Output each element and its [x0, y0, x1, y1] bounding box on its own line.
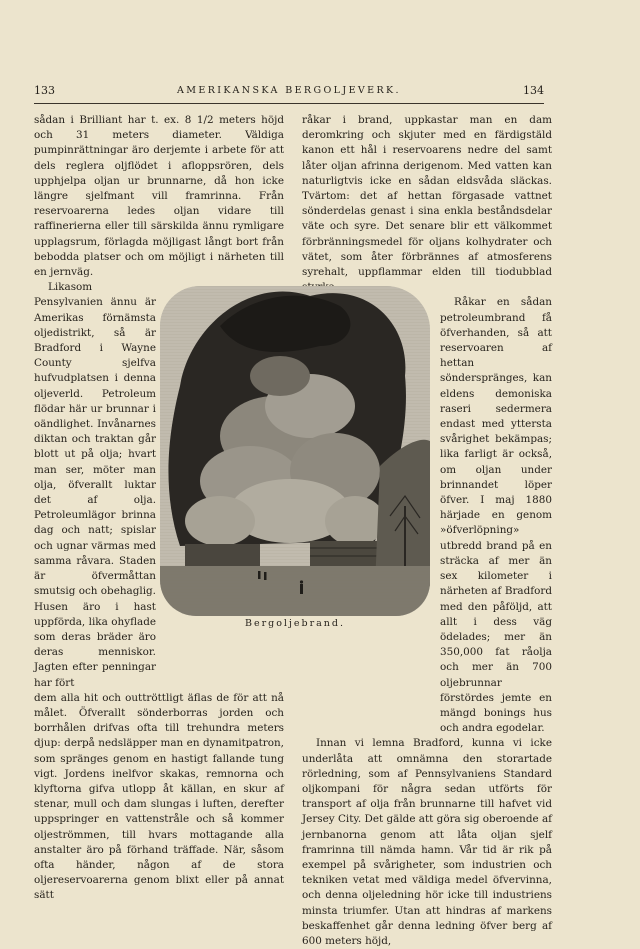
page-number-left: 133: [34, 84, 55, 97]
running-header: [34, 84, 544, 102]
oil-fire-illustration: [160, 286, 430, 616]
left-paragraph-2-continued: dem alla hit och outtröttligt äflas de för att nå målet. Öfverallt sönderborras jorden och borrhålen drifvas ofta till trehundra meters djup: derpå nedsläpper man en dynamitpatron, som spränges genom en hastigt fallande tung vigt. Jordens inelfvor skakas, remnorna och klyftorna gifva utlopp åt källan, en skur af stenar, mull och dam slungas i luften, derefter uppspringer en vattenstråle och så kommer oljeströmmen, till hvars mottagande alla anstalter äro på förhand träffade. När, såsom ofta händer, någon af de stora oljereservoarerna genom blixt eller på annat sätt: [34, 691, 284, 902]
header-rule: [34, 103, 544, 104]
page-number-right: 134: [523, 84, 544, 97]
right-paragraph-2-wrapped: Råkar en sådan petroleumbrand få öfverhanden, så att reservoaren af hettan sönderspränges, kan eldens demoniska raseri sedermera endast med yttersta svårighet bekämpas; lika farligt är också, om oljan under brinnandet löper öfver. I maj 1880 härjade en genom »öfverlöpning» utbredd brand på en sträcka af mer än sex kilometer i närheten af Bradford med den påföljd, att allt i dess väg ödelades; mer än 350,000 fat råolja och mer än 700 oljebrunnar förstördes jemte en mängd bonings hus och andra egodelar.: [440, 296, 552, 735]
figure: [160, 286, 430, 631]
left-paragraph-1: sådan i Brilliant har t. ex. 8 1/2 meters höjd och 31 meters diameter. Väldiga pumpinrättningar äro derjemte i arbete för att dels reglera oljflödet i afloppsrören, dels upphjelpa oljan ur brunnarne, då hon icke längre sjelfmant vill framrinna. Från reservoarerna ledes oljan vidare till raffinerierna eller till särskilda ännu rymligare upplagsrum, förlagda möjligast långt bort från bebodda platser och om möjligt i närheten till en jernväg.: [34, 114, 284, 279]
right-paragraph-3: Innan vi lemna Bradford, kunna vi icke underlåta att omnämna den storartade rörledning, som af Pennsylvaniens Standard oljkompani för några sedan utförts för transport af olja från brunnarne till hafvet vid Jersey City. Det gälde att göra sig oberoende af jernbanorna genom att låta oljan sjelf framrinna till nämda hamn. Vår tid är rik på exempel på svårigheter, som industrien och tekniken vetat med väldiga medel öfvervinna, och denna oljeledning hör icke till industriens minsta triumfer. Utan att hindras af markens beskaffenhet går denna ledning öfver berg af 600 meters höjd,: [302, 737, 552, 947]
right-paragraph-1: råkar i brand, uppkastar man en dam deromkring och skjuter med en färdigstäld kanon ett hål i reservoarens nedre del samt låter oljan afrinna derigenom. Med vatten kan naturligtvis icke en sådan eldsvåda släckas. Tvärtom: det af hettan förgasade vattnet sönderdelas genast i sina enkla beståndsdelar väte och syre. Det senare blir ett välkommet förbränningsmedel för oljans kolhydrater och vätet, som åter förbrännes af atmosferens syrehalt, uppflammar elden till tiodubblad: [302, 114, 552, 279]
running-title: AMERIKANSKA BERGOLJEVERK.: [177, 85, 401, 96]
figure-caption: Bergoljebrand.: [244, 618, 346, 629]
left-paragraph-2-wrapped: Likasom Pensylvanien ännu är Amerikas förnämsta oljedistrikt, så är Bradford i Wayne County sjelfva hufvudplatsen i denna oljeverld. Petroleum flödar här ur brunnar i oändlighet. Invånarnes diktan och traktan går blott ut på olja; hvart man ser, möter man olja, öfverallt luktar det af olja. Petroleumlägor brinna dag och natt; spislar och ugnar värmas med samma råvara. Staden är öfvermåttan smutsig och obehaglig. Husen äro i hast uppförda, lika ohyflade som deras bräder äro deras menniskor. Jagten efter penningar har fört: [34, 281, 156, 689]
